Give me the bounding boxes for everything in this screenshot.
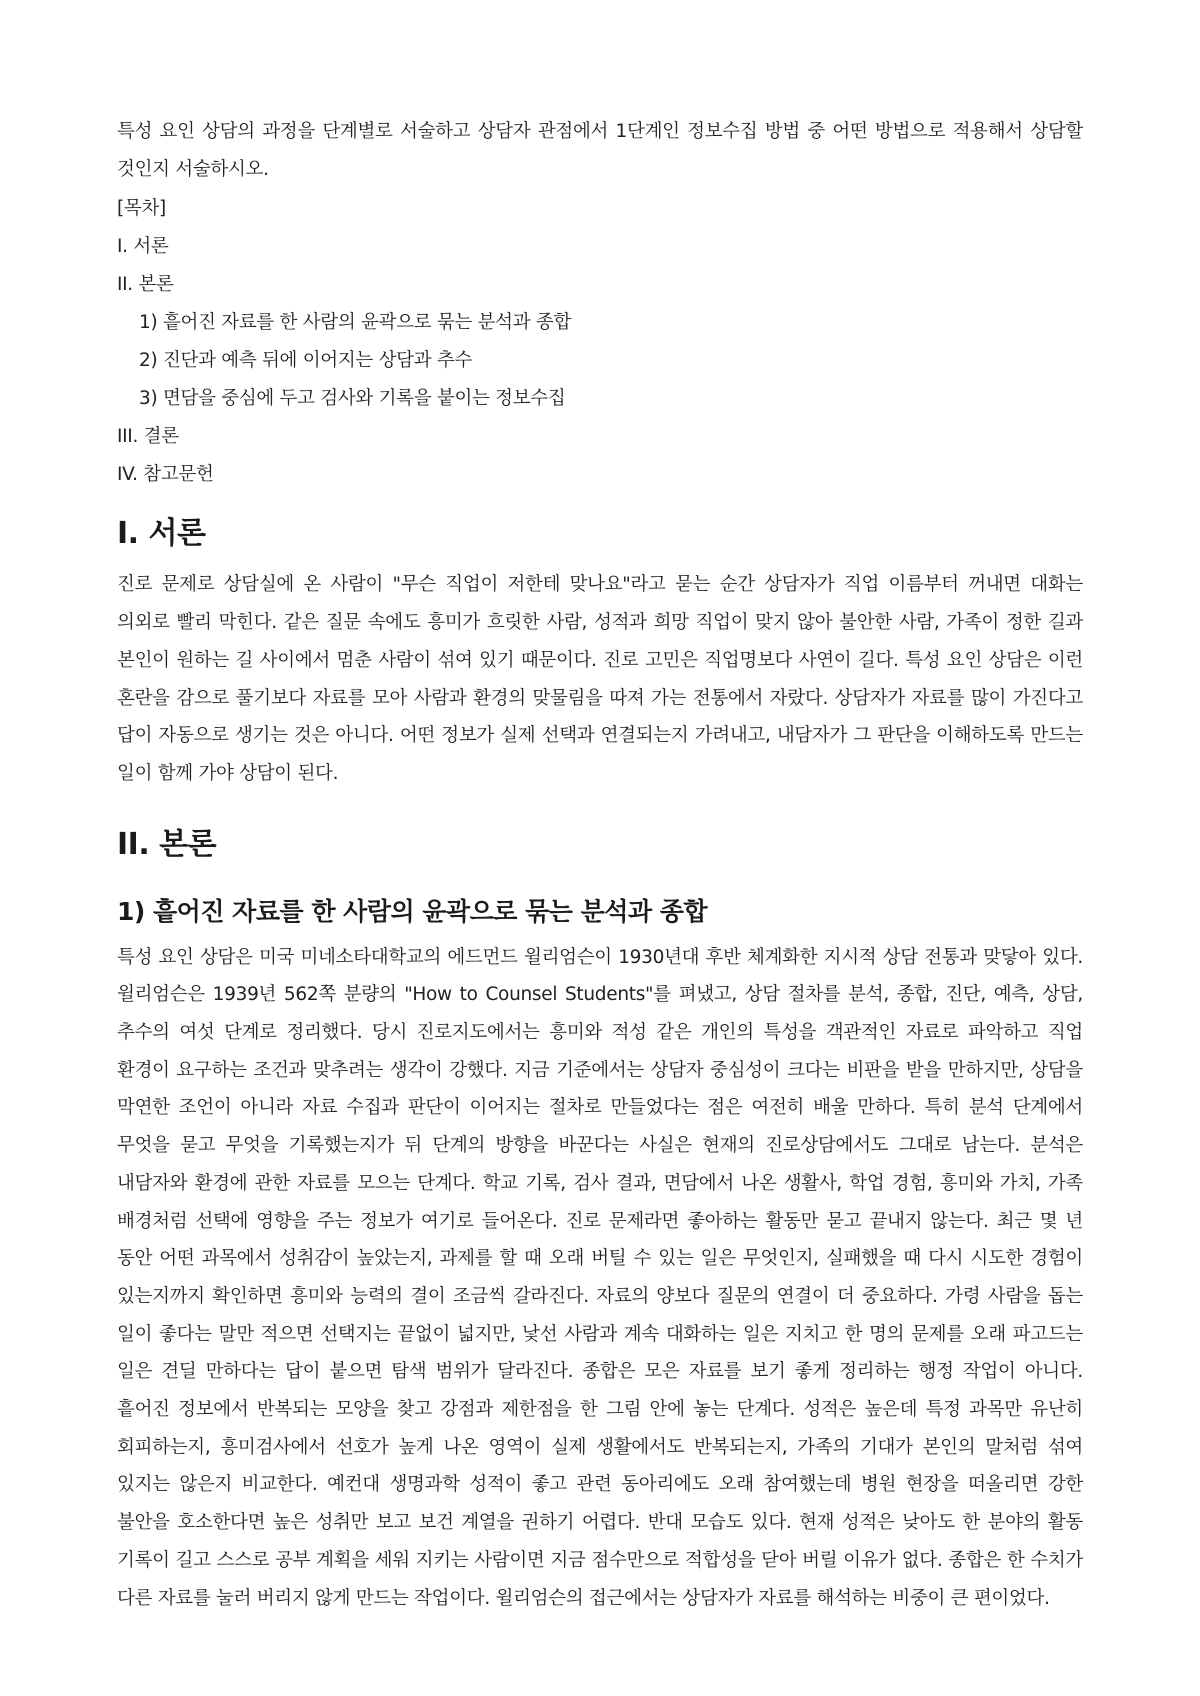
introduction-paragraph: 진로 문제로 상담실에 온 사람이 "무슨 직업이 저한테 맞나요"라고 묻는 순간 상담자가 직업 이름부터 꺼내면 대화는 의외로 빨리 막힌다. 같은 질문 속에도 흥미가 흐릿한 사람, 성적과 희망 직업이 맞지 않아 불안한 사람, 가족이 정한 길과 본인이 원하는 길 사이에서 멈춘 사람이 섞여 있기 때문이다. 진로 고민은 직업명보다 사연이 길다. 특성 요인 상담은 이런 혼란을 감으로 풀기보다 자료를 모아 사람과 환경의 맞물림을 따져 가는 전통에서 자랐다. 상담자가 자료를 많이 가진다고 답이 자동으로 생기는 것은 아니다. 어떤 정보가 실제 선택과 연결되는지 가려내고, 내담자가 그 판단을 이해하도록 만드는 일이 함께 가야 상담이 된다. [117, 574, 1083, 784]
toc-item: II. 본론 [117, 274, 174, 296]
toc-subitem: 3) 면담을 중심에 두고 검사와 기록을 붙이는 정보수집 [139, 388, 566, 410]
section-heading-introduction: I. 서론 [117, 516, 206, 552]
section-heading-body: II. 본론 [117, 826, 217, 862]
toc-subitem: 1) 흩어진 자료를 한 사람의 윤곽으로 묶는 분석과 종합 [139, 312, 572, 334]
toc-item: I. 서론 [117, 236, 169, 258]
toc-item: III. 결론 [117, 426, 179, 448]
toc-item: IV. 참고문헌 [117, 464, 214, 486]
toc-title: [목차] [117, 198, 166, 220]
toc-subitem: 2) 진단과 예측 뒤에 이어지는 상담과 추수 [139, 350, 473, 372]
table-of-contents [117, 196, 1083, 488]
analysis-synthesis-paragraph: 특성 요인 상담은 미국 미네소타대학교의 에드먼드 윌리엄슨이 1930년대 후반 체계화한 지시적 상담 전통과 맞닿아 있다. 윌리엄슨은 1939년 562쪽 분량의 "How to Counsel Students"를 펴냈고, 상담 절차를 분석, 종합, 진단, 예측, 상담, 추수의 여섯 단계로 정리했다. 당시 진로지도에서는 흥미와 적성 같은 개인의 특성을 객관적인 자료로 파악하고 직업 환경이 요구하는 조건과 맞추려는 생각이 강했다. 지금 기준에서는 상담자 중심성이 크다는 비판을 받을 만하지만, 상담을 막연한 조언이 아니라 자료 수집과 판단이 이어지는 절차로 만들었다는 점은 여전히 배울 만하다. 특히 분석 단계에서 무엇을 묻고 무엇을 기록했는지가 뒤 단계의 방향을 바꾼다는 사실은 현재의 진로상담에서도 그대로 남는다. 분석은 내담자와 환경에 관한 자료를 모으는 단계다. 학교 기록, 검사 결과, 면담에서 나온 생활사, 학업 경험, 흥미와 가치, 가족 배경처럼 선택에 영향을 주는 정보가 여기로 들어온다. 진로 문제라면 좋아하는 활동만 묻고 끝내지 않는다. 최근 몇 년 동안 어떤 과목에서 성취감이 높았는지, 과제를 할 때 오래 버틸 수 있는 일은 무엇인지, 실패했을 때 다시 시도한 경험이 있는지까지 확인하면 흥미와 능력의 결이 조금씩 갈라진다. 자료의 양보다 질문의 연결이 더 중요하다. 가령 사람을 돕는 일이 좋다는 말만 적으면 선택지는 끝없이 넓지만, 낯선 사람과 계속 대화하는 일은 지치고 한 명의 문제를 오래 파고드는 일은 견딜 만하다는 답이 붙으면 탐색 범위가 달라진다. 종합은 모은 자료를 보기 좋게 정리하는 행정 작업이 아니다. 흩어진 정보에서 반복되는 모양을 찾고 강점과 제한점을 한 그림 안에 놓는 단계다. 성적은 높은데 특정 과목만 유난히 회피하는지, 흥미검사에서 선호가 높게 나온 영역이 실제 생활에서도 반복되는지, 가족의 기대가 본인의 말처럼 섞여 있지는 않은지 비교한다. 예컨대 생명과학 성적이 좋고 관련 동아리에도 오래 참여했는데 병원 현장을 떠올리면 강한 불안을 호소한다면 높은 성취만 보고 보건 계열을 권하기 어렵다. 반대 모습도 있다. 현재 성적은 낮아도 한 분야의 활동 기록이 길고 스스로 공부 계획을 세워 지키는 사람이면 지금 점수만으로 적합성을 닫아 버릴 이유가 없다. 종합은 한 수치가 다른 자료를 눌러 버리지 않게 만드는 작업이다. 윌리엄슨의 접근에서는 상담자가 자료를 해석하는 비중이 큰 편이었다. [117, 946, 1083, 1609]
subsection-heading-analysis-synthesis: 1) 흩어진 자료를 한 사람의 윤곽으로 묶는 분석과 종합 [117, 896, 708, 926]
assignment-question: 특성 요인 상담의 과정을 단계별로 서술하고 상담자 관점에서 1단계인 정보수집 방법 중 어떤 방법으로 적용해서 상담할 것인지 서술하시오. [117, 121, 1083, 180]
